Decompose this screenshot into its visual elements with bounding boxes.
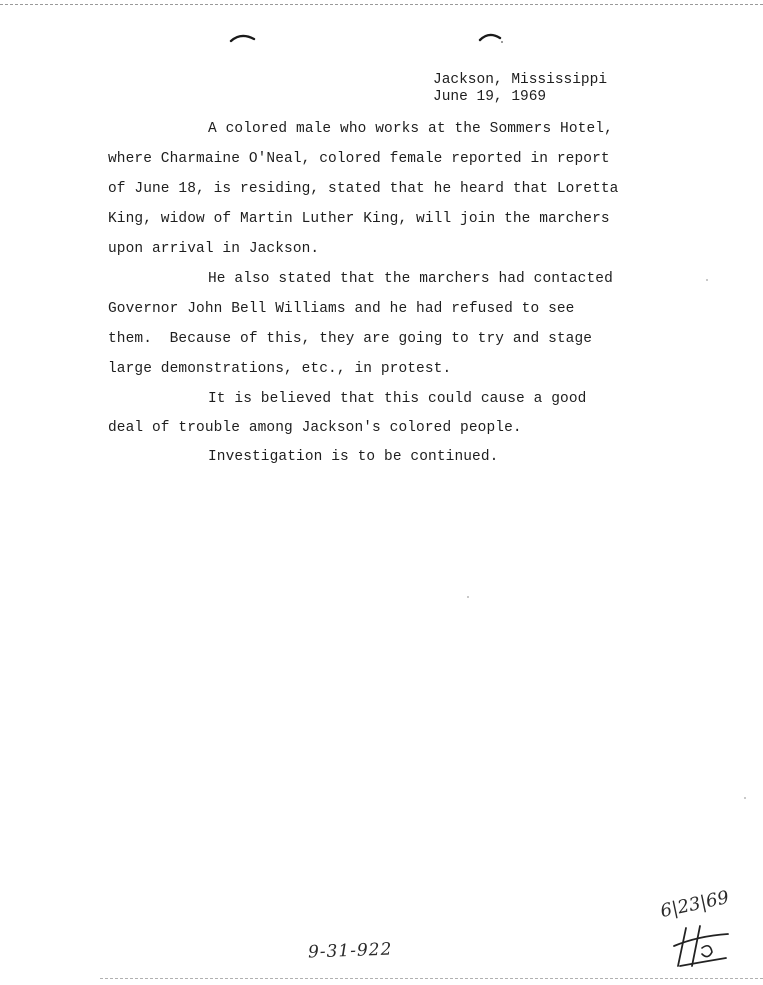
- paragraph-3-line-2: deal of trouble among Jackson's colored people.: [108, 420, 522, 436]
- paper-speck: [706, 279, 708, 281]
- right-punch-mark: [478, 30, 506, 46]
- paragraph-3-line-1: It is believed that this could cause a good: [208, 391, 587, 407]
- document-header: [433, 72, 607, 106]
- paragraph-1-line-3: of June 18, is residing, stated that he heard that Loretta: [108, 181, 619, 197]
- handwritten-date-note: 6|23|69: [658, 887, 731, 922]
- paper-speck: [467, 596, 469, 598]
- paragraph-2-line-4: large demonstrations, etc., in protest.: [108, 361, 452, 377]
- left-punch-mark: [229, 30, 257, 46]
- paragraph-1-line-1: A colored male who works at the Sommers Hotel,: [208, 121, 613, 137]
- handwritten-initials-mark: [672, 922, 732, 970]
- paragraph-2-line-3: them. Because of this, they are going to try and stage: [108, 331, 593, 347]
- header-place: Jackson, Mississippi: [433, 72, 608, 88]
- handwritten-file-number: 9-31-922: [307, 939, 393, 963]
- paper-speck: [744, 797, 746, 799]
- paragraph-1-line-5: upon arrival in Jackson.: [108, 241, 320, 257]
- report-body: [108, 114, 648, 472]
- paragraph-2-line-1: He also stated that the marchers had contacted: [208, 271, 613, 287]
- paragraph-2-line-2: Governor John Bell Williams and he had refused to see: [108, 301, 575, 317]
- paragraph-1-line-4: King, widow of Martin Luther King, will join the marchers: [108, 211, 610, 227]
- page-top-edge: [0, 4, 763, 5]
- paragraph-1-line-2: where Charmaine O'Neal, colored female reported in report: [108, 151, 610, 167]
- header-date: June 19, 1969: [433, 89, 547, 105]
- page-bottom-edge: [100, 978, 763, 979]
- paragraph-4-line-1: Investigation is to be continued.: [208, 449, 499, 465]
